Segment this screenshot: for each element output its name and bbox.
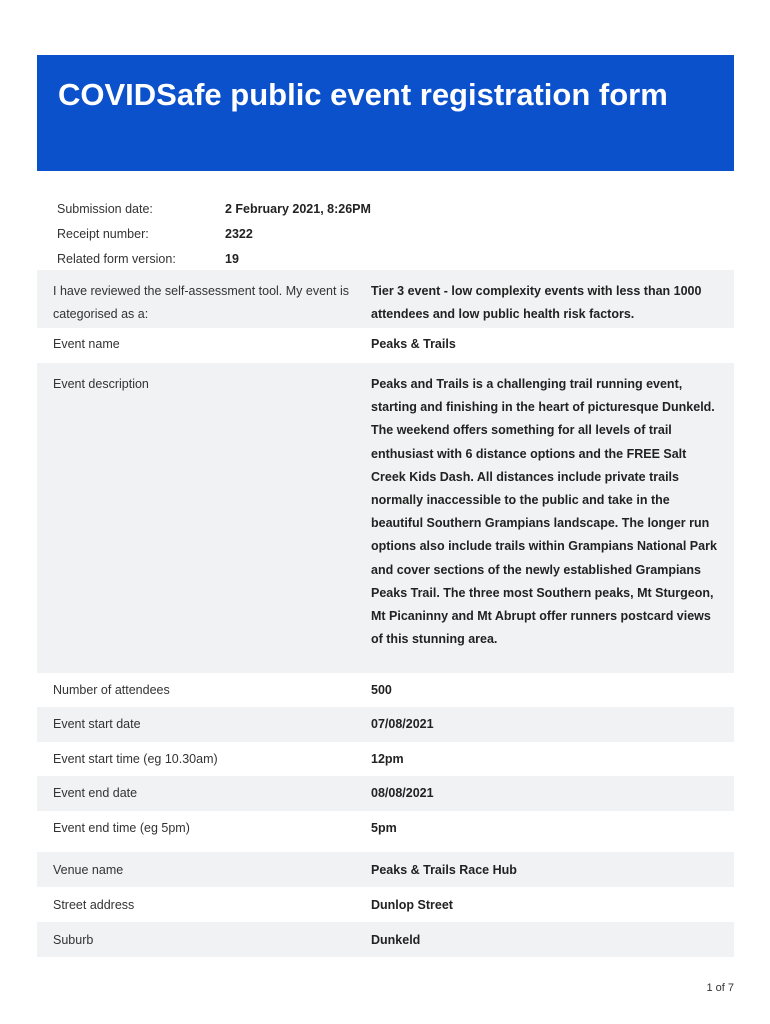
- field-label: Event end time (eg 5pm): [53, 821, 190, 835]
- form-version-row: [57, 246, 717, 271]
- submission-date-row: [57, 196, 717, 221]
- table-row: [37, 887, 734, 922]
- field-label: Number of attendees: [53, 683, 170, 697]
- table-row: [37, 270, 734, 328]
- field-value: Dunlop Street: [371, 898, 453, 912]
- field-value: Peaks and Trails is a challenging trail running event, starting and finishing in the heart of picturesque Dunkeld. The weekend offers something for all levels of trail enthusiast with 6 distance options and the FREE Salt Creek Kids Dash. All distances include private trails normally inaccessible to the public and take in the beautiful Southern Grampians landscape. The longer run options also include trails within Grampians National Park and cover sections of the newly established Grampians Peaks Trail. The three most Southern peaks, Mt Sturgeon, Mt Picaninny and Mt Abrupt offer runners postcard views of this stunning area.: [371, 377, 717, 647]
- meta-value: 19: [225, 251, 239, 266]
- form-header: [37, 55, 734, 171]
- field-value: 5pm: [371, 821, 397, 835]
- table-row: [37, 673, 734, 707]
- field-value: 500: [371, 683, 392, 697]
- table-row: [37, 922, 734, 957]
- meta-label: Related form version:: [57, 251, 176, 266]
- table-row: [37, 363, 734, 673]
- field-label: Event start date: [53, 717, 141, 731]
- table-row: [37, 742, 734, 776]
- field-label: I have reviewed the self-assessment tool. My event is categorised as a:: [53, 284, 349, 321]
- field-label: Venue name: [53, 863, 124, 877]
- meta-label: Receipt number:: [57, 226, 149, 241]
- field-value: Peaks & Trails Race Hub: [371, 863, 517, 877]
- page-title: COVIDSafe public event registration form: [58, 77, 668, 112]
- meta-value: 2322: [225, 226, 253, 241]
- field-value: Dunkeld: [371, 933, 421, 947]
- field-value: Peaks & Trails: [371, 337, 456, 351]
- page-number: 1 of 7: [706, 982, 734, 994]
- meta-value: 2 February 2021, 8:26PM: [225, 201, 371, 216]
- event-details-table: [37, 270, 734, 845]
- field-label: Event description: [53, 377, 149, 391]
- field-value: 08/08/2021: [371, 786, 434, 800]
- field-label: Event name: [53, 337, 120, 351]
- field-value: 12pm: [371, 752, 404, 766]
- table-row: [37, 811, 734, 845]
- field-label: Event end date: [53, 786, 138, 800]
- field-label: Street address: [53, 898, 135, 912]
- table-row: [37, 707, 734, 742]
- field-label: Event start time (eg 10.30am): [53, 752, 218, 766]
- submission-meta: [57, 196, 717, 271]
- field-value: Tier 3 event - low complexity events with less than 1000 attendees and low public health risk factors.: [371, 284, 702, 321]
- meta-label: Submission date:: [57, 201, 153, 216]
- table-row: [37, 776, 734, 811]
- receipt-number-row: [57, 221, 717, 246]
- field-label: Suburb: [53, 933, 94, 947]
- venue-details-table: [37, 852, 734, 957]
- table-row: [37, 852, 734, 887]
- field-value: 07/08/2021: [371, 717, 434, 731]
- table-row: [37, 328, 734, 363]
